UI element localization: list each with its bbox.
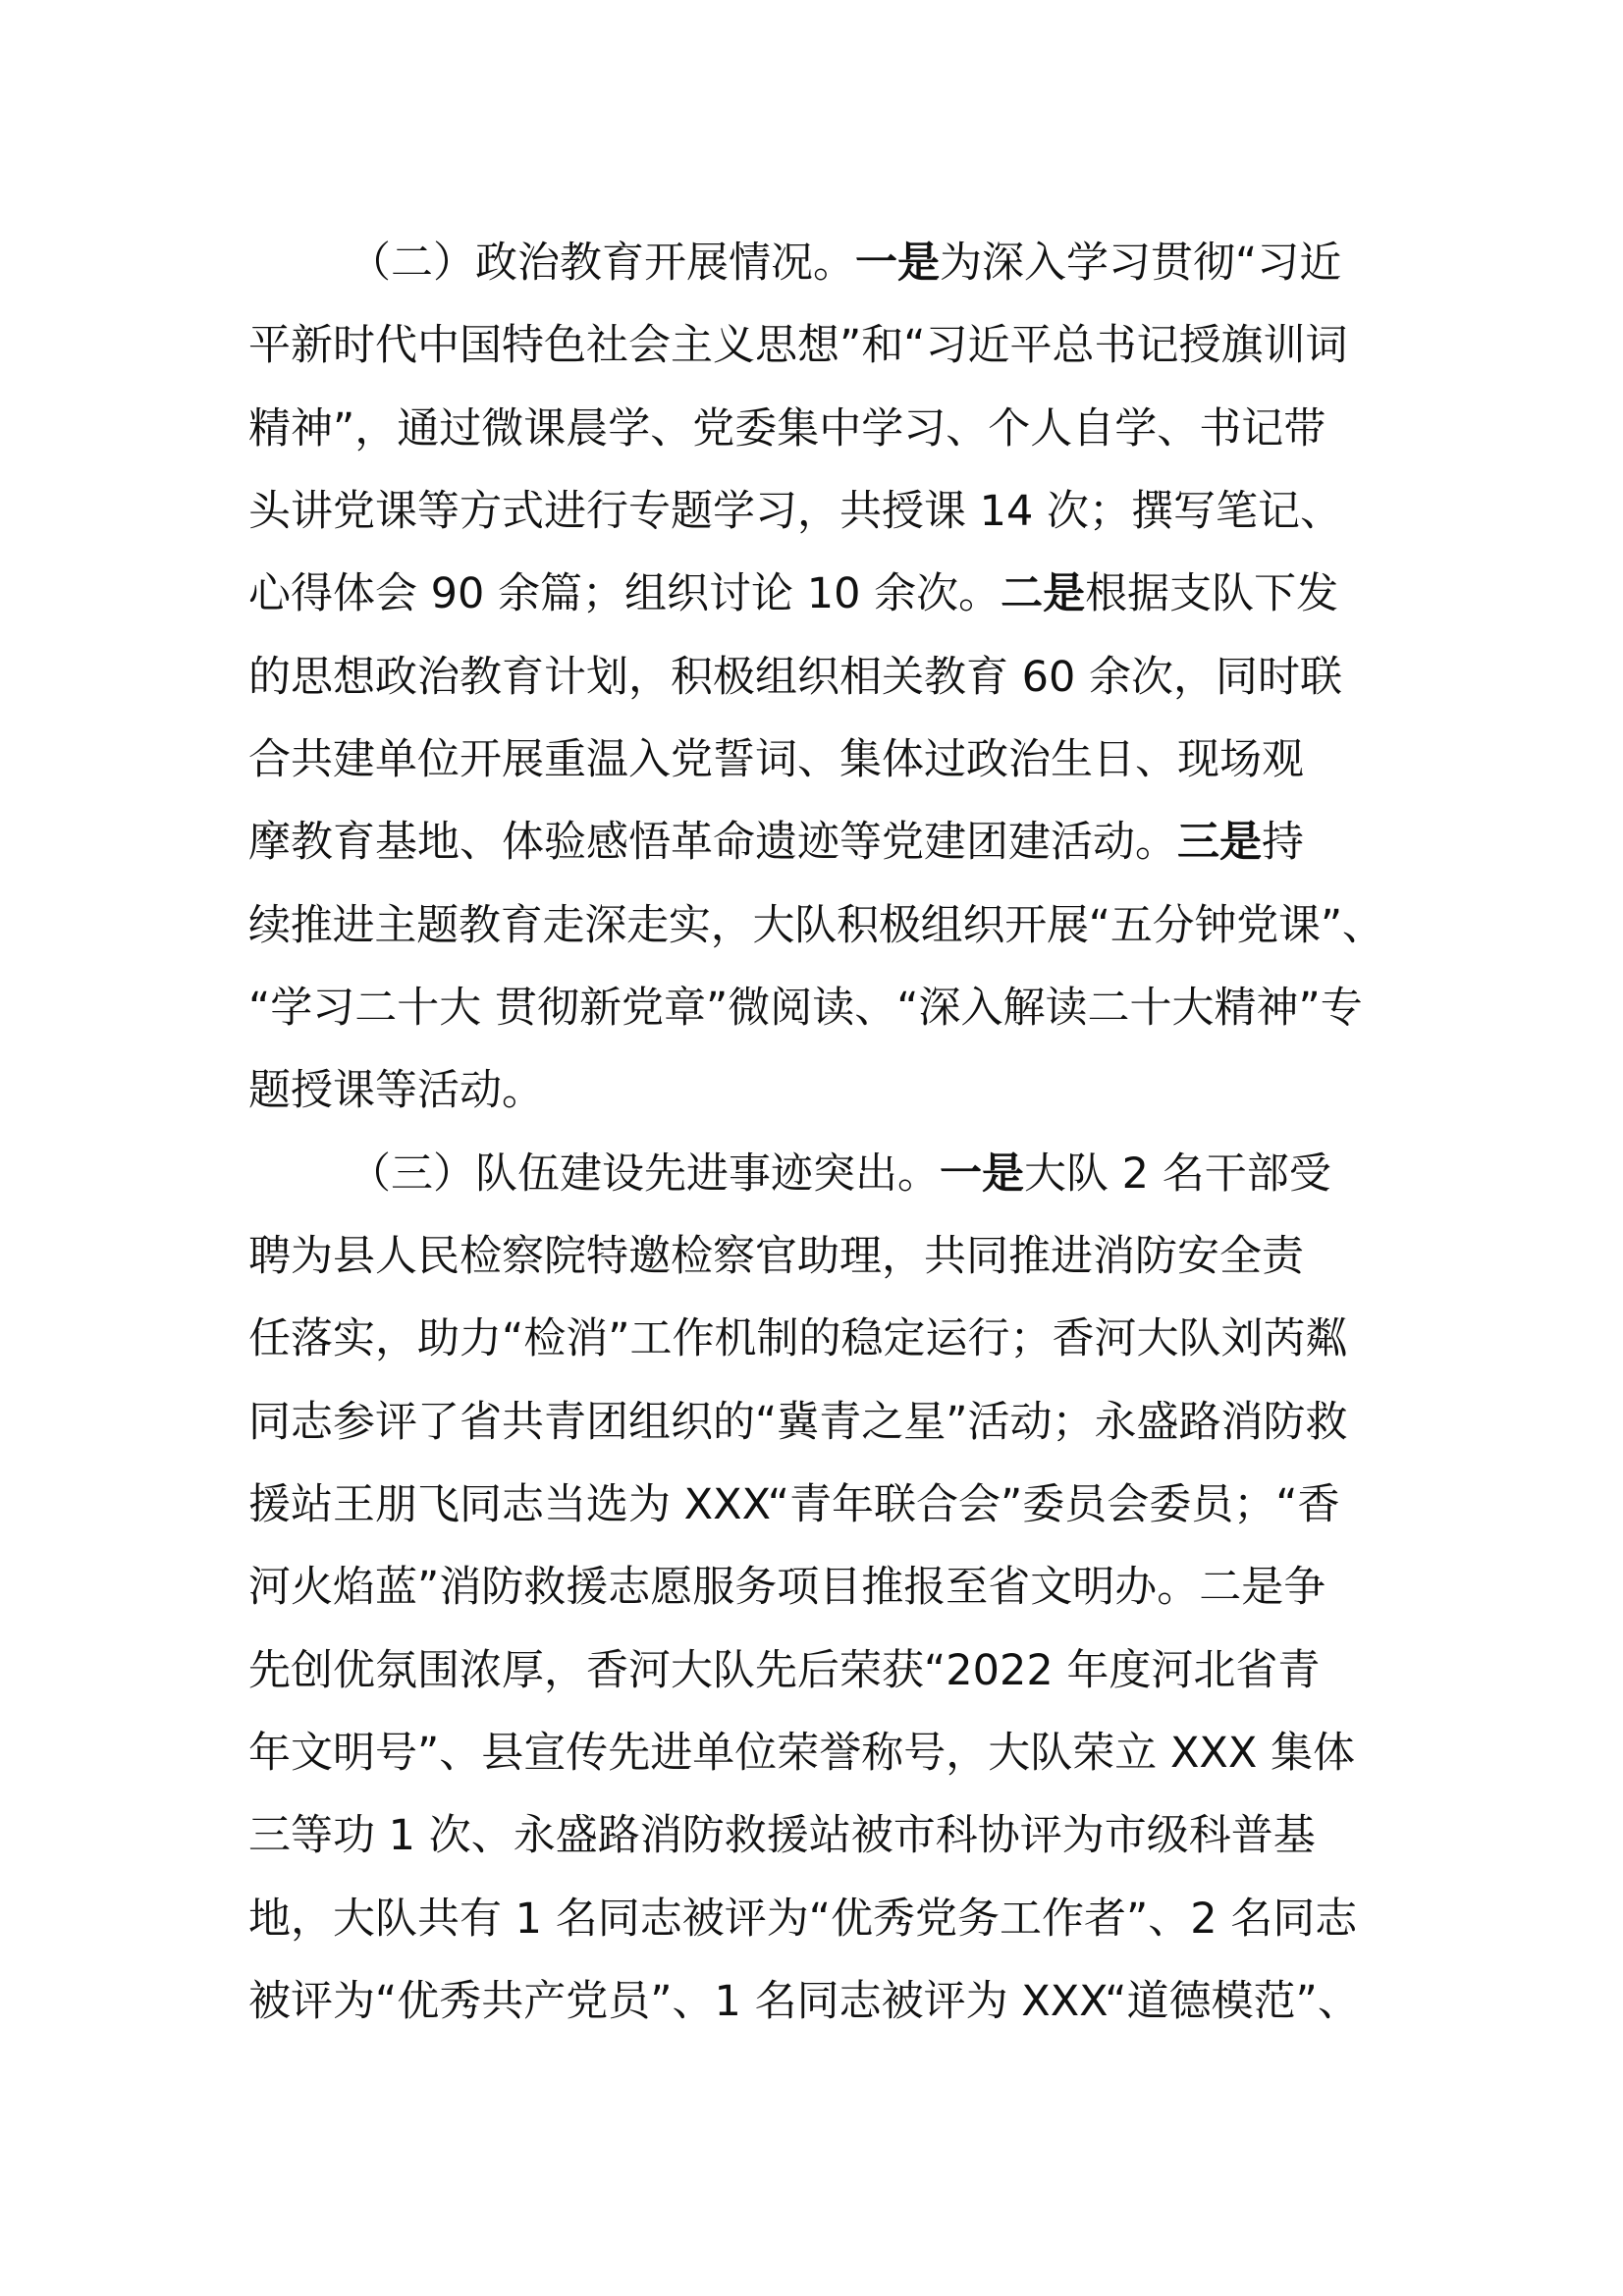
section-2-line-3: 精神”，通过微课晨学、党委集中学习、个人自学、书记带 bbox=[248, 404, 1326, 454]
section-3-line-7: 先创优氛围浓厚，香河大队先后荣获“2022 年度河北省青 bbox=[248, 1646, 1321, 1695]
section-2-line-9: 续推进主题教育走深走实，大队积极组织开展“五分钟党课”、 bbox=[248, 901, 1384, 950]
section-2-line-1: （二）政治教育开展情况。一是为深入学习贯彻“习近 bbox=[349, 239, 1342, 288]
section-2-line-11: 题授课等活动。 bbox=[248, 1066, 544, 1115]
section-2-line-2: 平新时代中国特色社会主义思想”和“习近平总书记授旗训词 bbox=[248, 321, 1348, 370]
section-3-line-3: 任落实，助力“检消”工作机制的稳定运行；香河大队刘芮粼 bbox=[248, 1314, 1348, 1363]
section-3-line-10: 地，大队共有 1 名同志被评为“优秀党务工作者”、2 名同志 bbox=[248, 1895, 1358, 1944]
section-2-line-7: 合共建单位开展重温入党誓词、集体过政治生日、现场观 bbox=[248, 735, 1304, 784]
section-2-line-4: 头讲党课等方式进行专题学习，共授课 14 次；撰写笔记、 bbox=[248, 487, 1343, 536]
section-2-line-5: 心得体会 90 余篇；组织讨论 10 余次。二是根据支队下发 bbox=[248, 569, 1339, 618]
section-3-line-1: （三）队伍建设先进事迹突出。一是大队 2 名干部受 bbox=[349, 1149, 1331, 1199]
section-3-line-9: 三等功 1 次、永盛路消防救援站被市科协评为市级科普基 bbox=[248, 1811, 1316, 1860]
section-3-line-2: 聘为县人民检察院特邀检察官助理，共同推进消防安全责 bbox=[248, 1232, 1304, 1281]
section-3-line-8: 年文明号”、县宣传先进单位荣誉称号，大队荣立 XXX 集体 bbox=[248, 1729, 1355, 1778]
section-3-line-5: 援站王朋飞同志当选为 XXX“青年联合会”委员会委员；“香 bbox=[248, 1480, 1340, 1529]
section-2-line-8: 摩教育基地、体验感悟革命遗迹等党建团建活动。三是持 bbox=[248, 818, 1304, 867]
section-2-line-6: 的思想政治教育计划，积极组织相关教育 60 余次，同时联 bbox=[248, 653, 1343, 702]
section-3-line-11: 被评为“优秀共产党员”、1 名同志被评为 XXX“道德模范”、 bbox=[248, 1977, 1360, 2026]
section-3-line-6: 河火焰蓝”消防救援志愿服务项目推报至省文明办。二是争 bbox=[248, 1563, 1326, 1612]
section-3-line-4: 同志参评了省共青团组织的“冀青之星”活动；永盛路消防救 bbox=[248, 1398, 1348, 1447]
section-2-line-10: “学习二十大 贯彻新党章”微阅读、“深入解读二十大精神”专 bbox=[248, 984, 1363, 1033]
